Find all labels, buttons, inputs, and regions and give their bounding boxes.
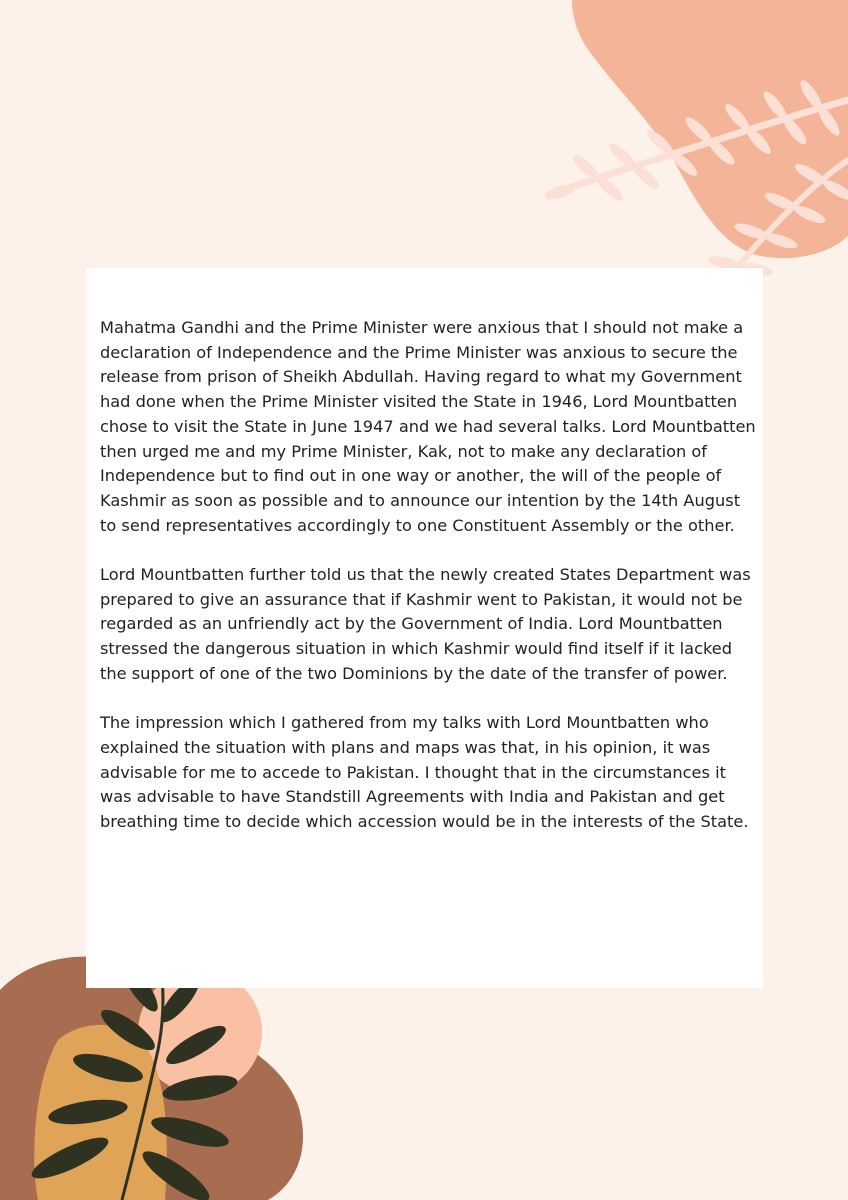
paragraph-2: Lord Mountbatten further told us that the newly created States Department was prepared to give an assurance that if Kashmir went to Pakistan, it would not be regarded as an unfriendly act by the Government of India. Lord Mountbatten stressed the dangerous situation in which Kashmir would find itself if it lacked the support of one of the two Dominions by the date of the transfer of power.	[100, 565, 751, 683]
peach-blob-shape	[572, 0, 848, 258]
document-body	[100, 316, 760, 859]
paragraph-3: The impression which I gathered from my talks with Lord Mountbatten who explained the situation with plans and maps was that, in his opinion, it was advisable for me to accede to Pakistan. I thought that in the circumstances it was advisable to have Standstill Agreements with India and Pakistan and get breathing time to decide which accession would be in the interests of the State.	[100, 713, 749, 832]
paragraph-1: Mahatma Gandhi and the Prime Minister were anxious that I should not make a declaration of Independence and the Prime Minister was anxious to secure the release from prison of Sheikh Abdullah. Having regard to what my Government had done when the Prime Minister visited the State in 1946, Lord Mountbatten chose to visit the State in June 1947 and we had several talks. Lord Mountbatten then urged me and my Prime Minister, Kak, not to make any declaration of Independence but to find out in one way or another, the will of the people of Kashmir as soon as possible and to announce our intention by the 14th August to send representatives accordingly to one Constituent Assembly or the other.	[100, 318, 756, 535]
